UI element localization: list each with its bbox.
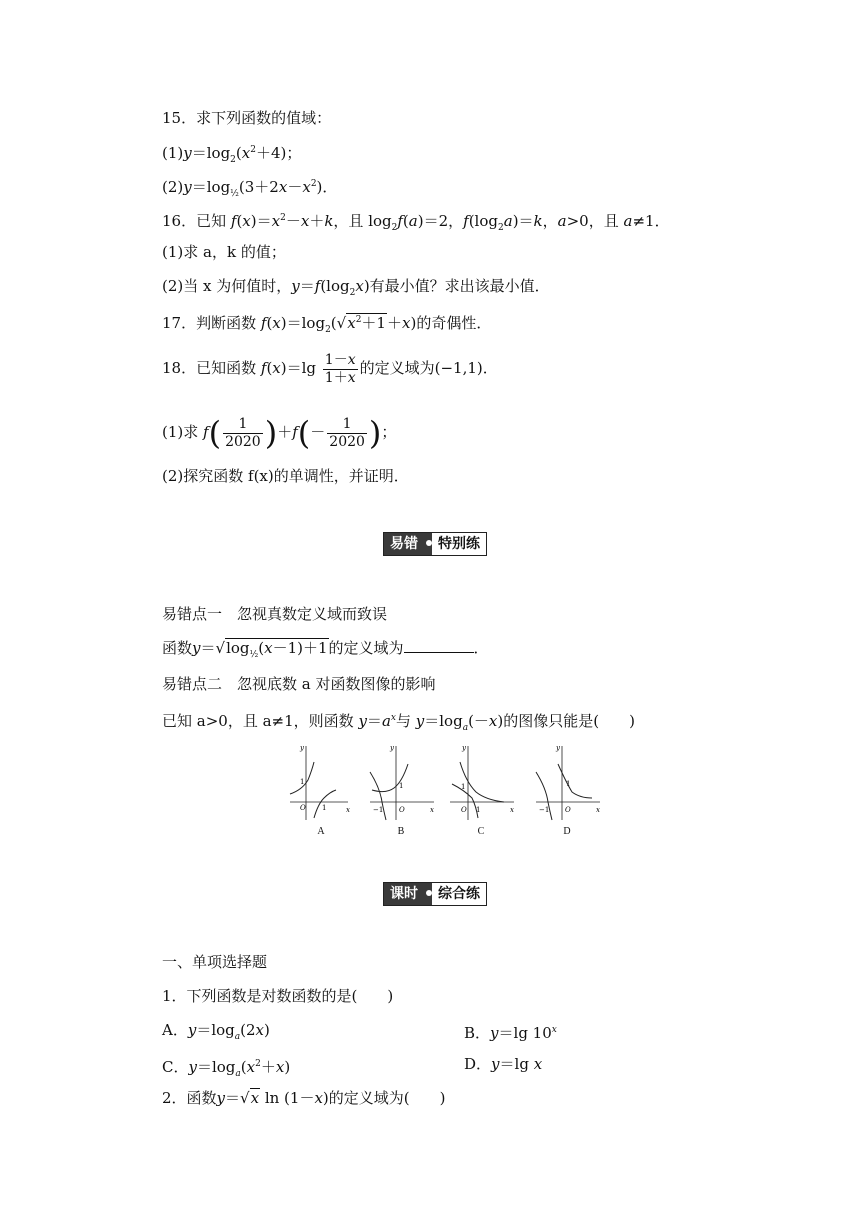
q16-part1: (1)求 a，k 的值；	[162, 243, 286, 261]
err1-title: 易错点一 忽视真数定义域而致误	[162, 605, 388, 623]
svg-text:y: y	[300, 744, 304, 752]
graph-option-c[interactable]: y x 1 O 1 C	[446, 742, 516, 834]
err2-question: 已知 a>0，且 a≠1，则函数 $y=a^x$与 $y=\log_a(-x)$的图像只能是( )	[162, 712, 635, 733]
q1-title: 1．下列函数是对数函数的是( )	[162, 987, 394, 1005]
q15-part2: $(2)y=\log_{\frac{1}{2}}(3+2x-x^2)$．	[162, 178, 338, 199]
svg-text:x: x	[430, 806, 434, 814]
q1-option-a[interactable]: A．$y=\log_a(2x)$	[162, 1021, 270, 1042]
svg-text:O: O	[300, 804, 306, 812]
section-title: 一、单项选择题	[162, 953, 268, 971]
err2-title: 易错点二 忽视底数 a 对函数图像的影响	[162, 675, 436, 693]
q2-title: 2．函数y＝√x ln (1－x)的定义域为( )	[162, 1089, 446, 1107]
svg-text:1: 1	[476, 806, 481, 814]
svg-text:1: 1	[399, 782, 404, 790]
graph-option-d[interactable]: y x 1 −1 O D	[532, 742, 602, 834]
q18-part2: (2)探究函数 f(x)的单调性，并证明．	[162, 467, 409, 485]
graph-option-b[interactable]: y x 1 −1 O B	[366, 742, 436, 834]
svg-text:y: y	[462, 744, 466, 752]
q1-option-c[interactable]: C．$y=\log_a(x^2+x)$	[162, 1058, 291, 1079]
svg-text:x: x	[596, 806, 600, 814]
q18-part1: (1)求 f( $\frac{1}{2020}$ )＋f(－ $\frac{1}{2020}$ )；	[162, 414, 397, 452]
svg-text:−1: −1	[539, 806, 550, 814]
svg-text:1: 1	[566, 780, 571, 788]
svg-text:y: y	[556, 744, 560, 752]
q15-title: 15．求下列函数的值域：	[162, 109, 332, 127]
svg-text:x: x	[510, 806, 514, 814]
banner-error-practice: 易错 特别练	[383, 532, 487, 556]
q15-part1: $(1)y=\log_2(x^2+4)$；	[162, 144, 302, 165]
svg-text:1: 1	[461, 783, 466, 791]
q17: 17．判断函数 $f(x)=\log_2(√x^2+1+x)$的奇偶性．	[162, 314, 492, 335]
svg-text:O: O	[461, 806, 467, 814]
svg-text:x: x	[346, 806, 350, 814]
banner-lesson-practice: 课时 综合练	[383, 882, 487, 906]
graph-option-a[interactable]: y x 1 O 1 A	[286, 742, 356, 834]
q16-title: 16．已知 $f(x)=x^2-x+k$，且 $\log_2f(a)=2$，$f(\log_2a)=k$，a>0，且 a≠1．	[162, 212, 670, 233]
svg-text:1: 1	[300, 778, 305, 786]
q16-part2: (2)当 x 为何值时，$y=f(\log_2x)$有最小值？求出该最小值．	[162, 277, 550, 298]
svg-text:O: O	[565, 806, 571, 814]
svg-text:y: y	[390, 744, 394, 752]
q1-option-b[interactable]: B．y＝lg 10$^x$	[464, 1024, 557, 1042]
answer-blank[interactable]	[404, 638, 474, 653]
svg-text:−1: −1	[373, 806, 384, 814]
q18-title: 18．已知函数 f(x)＝lg $\frac{1-x}{1+x}$ 的定义域为(−1,1)．	[162, 351, 498, 386]
svg-text:1: 1	[322, 804, 327, 812]
q1-option-d[interactable]: D．y＝lg x	[464, 1055, 543, 1073]
err1-question: 函数$y=√\log_{\frac{1}{2}}(x-1)+1$的定义域为 ．	[162, 639, 489, 660]
svg-text:O: O	[399, 806, 405, 814]
